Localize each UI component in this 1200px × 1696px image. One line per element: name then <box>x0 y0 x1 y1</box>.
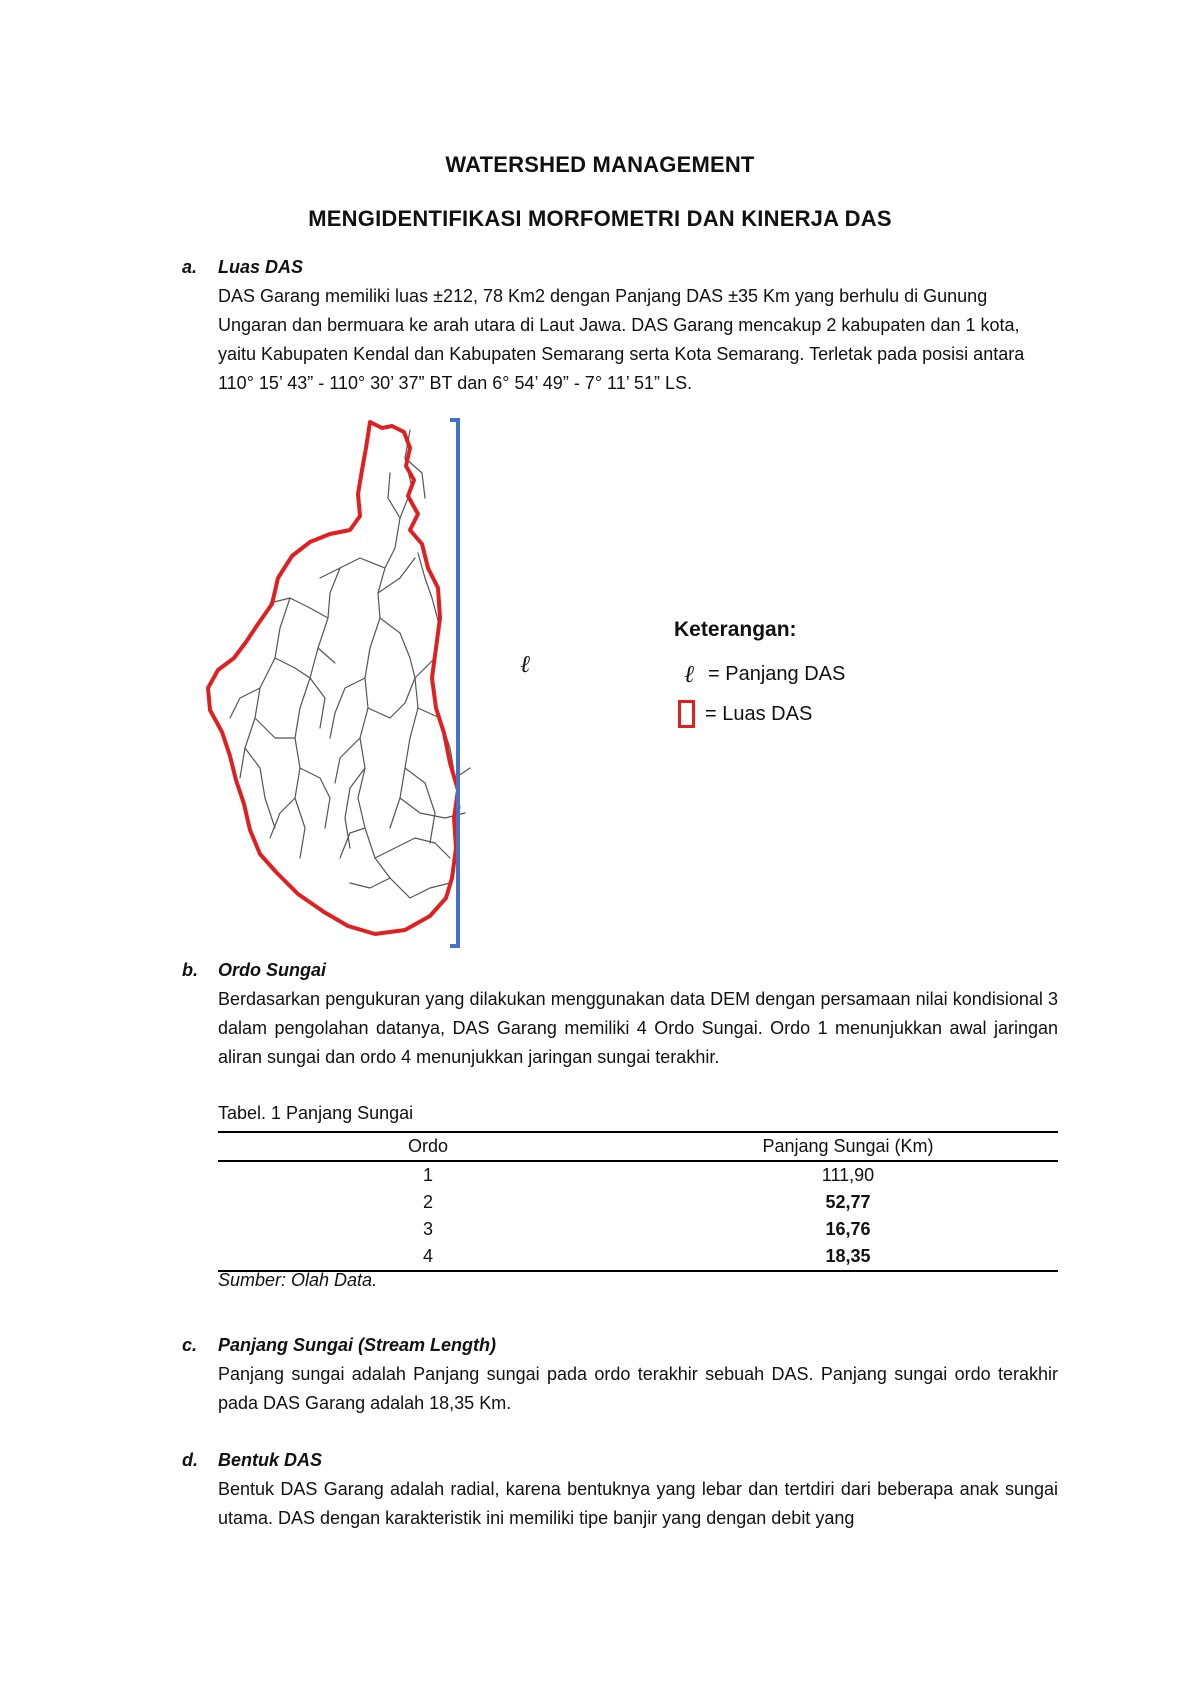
map-legend <box>674 618 845 734</box>
cell-length: 52,77 <box>825 1192 871 1212</box>
header-length: Panjang Sungai (Km) <box>762 1136 934 1156</box>
cell-length: 16,76 <box>825 1219 871 1239</box>
table-row <box>218 1216 1058 1243</box>
cell-ordo: 1 <box>422 1165 433 1185</box>
document-subtitle: MENGIDENTIFIKASI MORFOMETRI DAN KINERJA DAS <box>308 206 892 231</box>
document-title: WATERSHED MANAGEMENT <box>445 152 755 177</box>
header-ordo: Ordo <box>407 1136 449 1156</box>
section-b-text: Berdasarkan pengukuran yang dilakukan menggunakan data DEM dengan persamaan nilai kondisional 3 dalam pengolahan datanya, DAS Garang memiliki 4 Ordo Sungai. Ordo 1 menunjukkan awal jaringan aliran sungai dan ordo 4 menunjukkan jaringan sungai terakhir. <box>218 989 1058 1067</box>
legend-row-length <box>674 654 845 694</box>
table-caption: Tabel. 1 Panjang Sungai <box>218 1103 414 1123</box>
legend-area-label: = Luas DAS <box>705 702 813 725</box>
table-header-row <box>218 1132 1058 1161</box>
cell-length: 18,35 <box>825 1246 871 1266</box>
watershed-boundary <box>208 422 458 934</box>
legend-title: Keterangan: <box>674 618 797 641</box>
section-b-letter: b. <box>182 960 198 980</box>
area-box-icon <box>678 700 695 728</box>
section-b-heading: Ordo Sungai <box>218 960 326 980</box>
cell-length: 111,90 <box>821 1165 875 1185</box>
section-d-heading: Bentuk DAS <box>218 1450 323 1470</box>
legend-length-label: = Panjang DAS <box>708 662 846 685</box>
table-source: Sumber: Olah Data. <box>218 1270 378 1290</box>
cell-ordo: 4 <box>422 1246 433 1266</box>
cell-ordo: 3 <box>422 1219 433 1239</box>
length-label: ℓ <box>520 650 530 678</box>
section-c-text: Panjang sungai adalah Panjang sungai pada ordo terakhir sebuah DAS. Panjang sungai ordo terakhir pada DAS Garang adalah 18,35 Km. <box>218 1364 1058 1413</box>
section-d-text: Bentuk DAS Garang adalah radial, karena bentuknya yang lebar dan tertdiri dari beberapa anak sungai utama. DAS dengan karakteristik ini memiliki tipe banjir yang dengan debit yang <box>218 1479 1058 1528</box>
section-c-letter: c. <box>182 1335 198 1355</box>
section-a-heading: Luas DAS <box>218 257 304 277</box>
table-row <box>218 1243 1058 1271</box>
section-c-heading: Panjang Sungai (Stream Length) <box>218 1335 497 1355</box>
cell-ordo: 2 <box>422 1192 433 1212</box>
table-row <box>218 1189 1058 1216</box>
stream-length-table <box>218 1131 1058 1272</box>
table-row <box>218 1161 1058 1189</box>
watershed-map <box>200 418 600 948</box>
length-symbol-icon: ℓ <box>684 659 694 688</box>
section-a-text: DAS Garang memiliki luas ±212, 78 Km2 dengan Panjang DAS ±35 Km yang berhulu di Gunung Ungaran dan bermuara ke arah utara di Laut Jawa. DAS Garang mencakup 2 kabupaten dan 1 kota, yaitu Kabupaten Kendal dan Kabupaten Semarang serta Kota Semarang. Terletak pada posisi antara 110° 15’ 43” - 110° 30’ 37” BT dan 6° 54’ 49” - 7° 11’ 51” LS. <box>218 286 1025 393</box>
section-d-letter: d. <box>182 1450 198 1470</box>
legend-row-area <box>674 694 845 734</box>
section-a-letter: a. <box>182 257 198 277</box>
